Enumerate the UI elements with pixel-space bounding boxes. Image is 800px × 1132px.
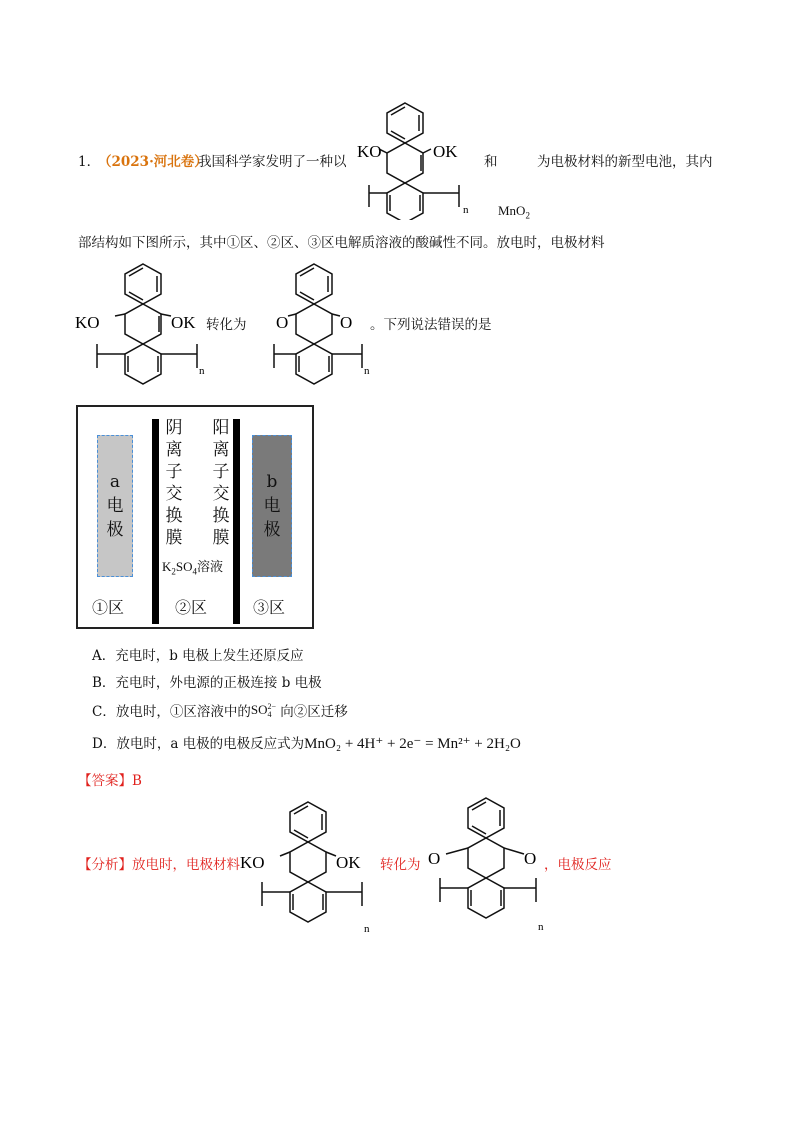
anion-membrane-label: 阴离子交换膜 bbox=[165, 418, 183, 548]
polymer-quinone-structure-1 bbox=[262, 258, 377, 393]
ko-label-3: KO bbox=[240, 853, 265, 872]
electrode-a-label: a电极 bbox=[106, 472, 124, 540]
zone-2-label: ②区 bbox=[175, 598, 208, 617]
n-subscript-3: n bbox=[364, 365, 370, 377]
zone-3-label: ③区 bbox=[253, 598, 286, 617]
analysis-intro: 【分析】放电时，电极材料 bbox=[78, 857, 240, 873]
answer-label: 【答案】 bbox=[78, 773, 132, 789]
question-and: 和 bbox=[484, 154, 498, 170]
sulfate-formula: SO 2− 4 bbox=[250, 702, 276, 720]
question-source: （2023·河北卷） bbox=[98, 154, 208, 170]
ok-label: OK bbox=[433, 142, 458, 161]
battery-diagram bbox=[76, 405, 314, 629]
answer bbox=[78, 772, 142, 790]
o-label-left: O bbox=[276, 313, 289, 332]
o-label-right: O bbox=[340, 313, 353, 332]
polymer-quinone-structure-2 bbox=[424, 790, 549, 935]
ko-label-2: KO bbox=[75, 313, 100, 332]
mno2-formula: MnO$_2$ bbox=[498, 203, 530, 221]
ok-label-2: OK bbox=[171, 313, 196, 332]
answer-value: B bbox=[132, 773, 142, 789]
question-number: 1． bbox=[78, 154, 101, 170]
electrode-b bbox=[252, 435, 292, 577]
solution-label: $K_2SO_4$溶液 bbox=[162, 559, 224, 577]
option-d: D．放电时，a 电极的电极反应式为MnO₂ + 4H⁺ + 2e⁻ = Mn²⁺ + 2H₂O bbox=[92, 736, 521, 752]
option-b: B．充电时，外电源的正极连接 b 电极 bbox=[92, 675, 322, 691]
option-a: A．充电时，b 电极上发生还原反应 bbox=[92, 648, 304, 664]
cation-membrane-label: 阳离子交换膜 bbox=[212, 418, 230, 548]
o-label-left-2: O bbox=[428, 849, 441, 868]
reaction-equation: MnO₂ + 4H⁺ + 2e⁻ = Mn²⁺ + 2H₂O bbox=[304, 736, 521, 752]
option-c: C．放电时，①区溶液中的SO 2− 4 向②区迁移 bbox=[92, 702, 348, 720]
question-intro-tail: 为电极材料的新型电池，其内 bbox=[537, 154, 713, 170]
anion-exchange-membrane bbox=[152, 419, 159, 624]
n-subscript: n bbox=[463, 204, 469, 216]
cation-exchange-membrane bbox=[233, 419, 240, 624]
polymer-ko-ok-structure-1 bbox=[355, 95, 490, 220]
ko-label: KO bbox=[357, 142, 382, 161]
n-subscript-4: n bbox=[364, 923, 370, 935]
question-line-3-tail: 。下列说法错误的是 bbox=[370, 317, 492, 333]
o-label-right-2: O bbox=[524, 849, 537, 868]
zone-1-label: ①区 bbox=[92, 598, 125, 617]
ok-label-3: OK bbox=[336, 853, 361, 872]
question-intro: 我国科学家发明了一种以 bbox=[198, 154, 347, 170]
convert-text-1: 转化为 bbox=[206, 317, 247, 333]
polymer-ko-ok-structure-2 bbox=[75, 258, 210, 393]
question-line-2: 部结构如下图所示，其中①区、②区、③区电解质溶液的酸碱性不同。放电时，电极材料 bbox=[78, 235, 605, 251]
electrode-b-label: b电极 bbox=[263, 472, 281, 540]
electrode-a bbox=[97, 435, 133, 577]
n-subscript-2: n bbox=[199, 365, 205, 377]
n-subscript-5: n bbox=[538, 921, 544, 933]
convert-text-2: 转化为 bbox=[380, 857, 421, 873]
analysis-tail: ，电极反应 bbox=[544, 857, 612, 873]
polymer-ko-ok-structure-3 bbox=[240, 796, 375, 936]
